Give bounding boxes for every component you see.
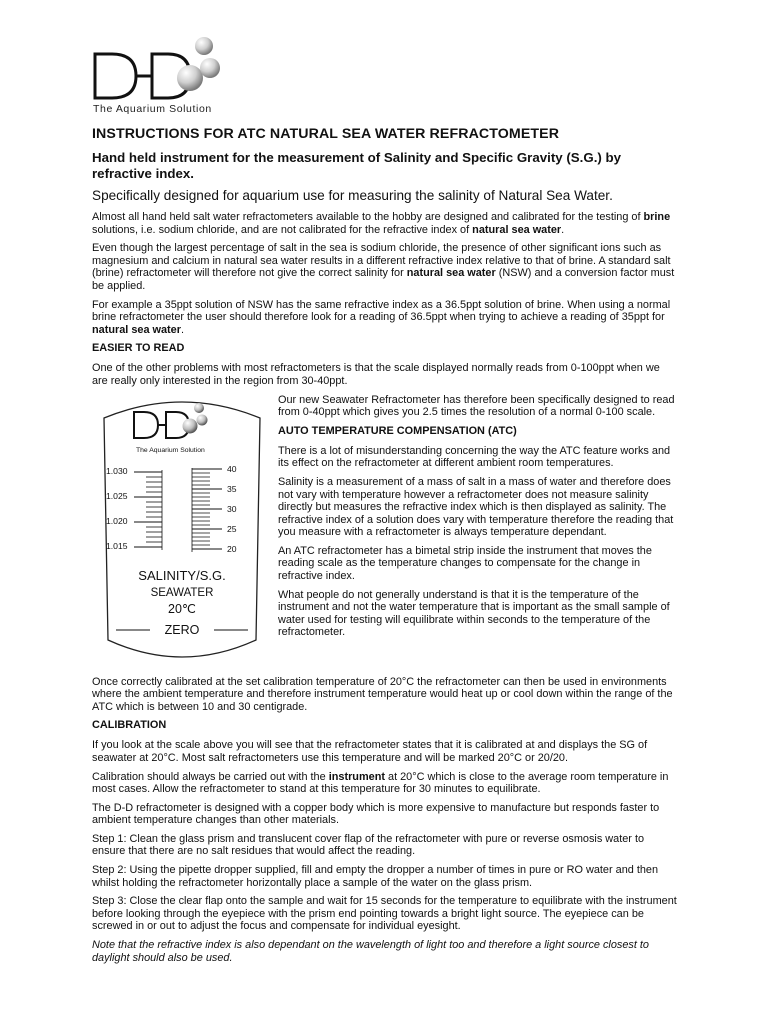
document-subtitle: Hand held instrument for the measurement of Salinity and Specific Gravity (S.G.) by refractive index.	[92, 150, 622, 181]
atc-paragraph-3: An ATC refractometer has a bimetal strip inside the instrument that moves the reading scale as the temperature changes to compensate for the change in refractive index.	[278, 544, 652, 583]
atc-paragraph-4: What people do not generally understand is that it is the temperature of the instrument and not the water temperature that is important as the small sample of water used for testing will equilibrate within seconds to the temperature of the refractometer.	[278, 588, 670, 639]
logo-tagline: The Aquarium Solution	[93, 103, 212, 115]
sg-tick-marks	[134, 470, 162, 550]
intro-paragraph-2: Even though the largest percentage of salt in the sea is sodium chloride, the presence of other significant ions such as magnesium and calcium in natural sea water results in a different refractive index relative to that of brine. A standard salt (brine) refractometer will therefore not give the correct salinity for natural sea water (NSW) and a conversion factor must be applied.	[92, 242, 675, 292]
ppt-label-25: 25	[227, 523, 237, 534]
calibration-step-3: Step 3: Close the clear flap onto the sample and wait for 15 seconds for the temperature to equilibrate with the instrument before looking through the eyepiece with the prism end pointing towards a bright light source. The eyepiece can be screwed in or out to adjust the focus and compensate for individual eyesight.	[92, 895, 677, 933]
calibration-step-2: Step 2: Using the pipette dropper supplied, fill and empty the dropper a number of times in pure or RO water and then whilst holding the refractometer horizontally place a sample of the water on the glass prism.	[92, 864, 659, 889]
scale-logo-tagline: The Aquarium Solution	[136, 446, 205, 454]
ppt-label-40: 40	[227, 463, 237, 474]
ppt-label-30: 30	[227, 503, 237, 514]
document-title: INSTRUCTIONS FOR ATC NATURAL SEA WATER REFRACTOMETER	[92, 126, 560, 142]
calibration-step-1: Step 1: Clean the glass prism and translucent cover flap of the refractometer with pure or reverse osmosis water to ensure that there are no salt residues that would affect the reading.	[92, 832, 645, 858]
easier-paragraph-1: One of the other problems with most refractometers is that the scale displayed normally reads from 0-100ppt when we are really only interested in the region from 30-40ppt.	[92, 362, 660, 387]
refractometer-scale-figure	[92, 394, 272, 672]
atc-paragraph-2: Salinity is a measurement of a mass of salt in a mass of water and therefore does not vary with temperature however a refractometer does not measure salinity directly but measures the refractive index which is then displayed as salinity. The refractive index of a solution does vary with temperature therefore the reading that you measure with a refractometer is always temperature dependant.	[278, 475, 674, 539]
sg-label-1015: 1.015	[106, 540, 128, 551]
document-lead: Specifically designed for aquarium use for measuring the salinity of Natural Sea Water.	[92, 188, 613, 203]
calibration-note: Note that the refractive index is also dependant on the wavelength of light too and therefore a light source closest to daylight should also be used.	[92, 939, 649, 964]
atc-paragraph-1: There is a lot of misunderstanding concerning the way the ATC feature works and its effect on the refractometer at different ambient room temperatures.	[278, 444, 671, 470]
heading-calibration: CALIBRATION	[92, 719, 167, 732]
ppt-label-20: 20	[227, 543, 237, 554]
ppt-label-35: 35	[227, 483, 237, 494]
refractometer-scale-illustration	[92, 392, 272, 670]
calibration-paragraph-3: The D-D refractometer is designed with a copper body which is more expensive to manufacture but responds faster to ambient temperature changes than other materials.	[92, 801, 660, 827]
heading-atc: AUTO TEMPERATURE COMPENSATION (ATC)	[278, 424, 517, 437]
scale-line-salinity: SALINITY/S.G.	[138, 567, 226, 583]
calibration-paragraph-2: Calibration should always be carried out with the instrument at 20°C which is close to the average room temperature in most cases. Allow the refractometer to stand at this temperature for 30 minutes to equilibrate.	[92, 770, 669, 796]
intro-paragraph-3: For example a 35ppt solution of NSW has the same refractive index as a 36.5ppt solution of brine. When using a normal brine refractometer the user should therefore look for a reading of 36.5ppt when trying to achieve a reading of 35ppt for natural sea water.	[92, 298, 671, 336]
sg-label-1030: 1.030	[106, 465, 128, 476]
scale-zero-label: ZERO	[164, 622, 200, 637]
intro-paragraph-1: Almost all hand held salt water refractometers available to the hobby are designed and calibrated for the testing of brine solutions, i.e. sodium chloride, and are not calibrated for the refractive index of natural sea water.	[92, 211, 671, 236]
ppt-tick-marks	[192, 468, 222, 552]
document-body	[92, 126, 678, 970]
sg-label-1025: 1.025	[106, 490, 128, 501]
scale-line-temperature: 20℃	[168, 601, 196, 616]
scale-outline	[104, 402, 260, 657]
sg-label-1020: 1.020	[106, 515, 128, 526]
calibration-paragraph-1: If you look at the scale above you will see that the refractometer states that it is calibrated at and displays the SG of seawater at 20°C. Most salt refractometers use this temperature and will be marked 20°C or 20/20.	[92, 739, 648, 764]
scale-line-seawater: SEAWATER	[150, 586, 214, 599]
easier-paragraph-2: Our new Seawater Refractometer has therefore been specifically designed to read from 0-40ppt which gives you 2.5 times the resolution of a normal 0-100 scale.	[278, 393, 675, 419]
heading-easier-to-read: EASIER TO READ	[92, 342, 185, 355]
atc-paragraph-5: Once correctly calibrated at the set calibration temperature of 20°C the refractometer can then be used in environments where the ambient temperature and therefore instrument temperature would heat up or cool down within the range of the ATC which is between 10 and 30 centigrade.	[92, 675, 673, 713]
